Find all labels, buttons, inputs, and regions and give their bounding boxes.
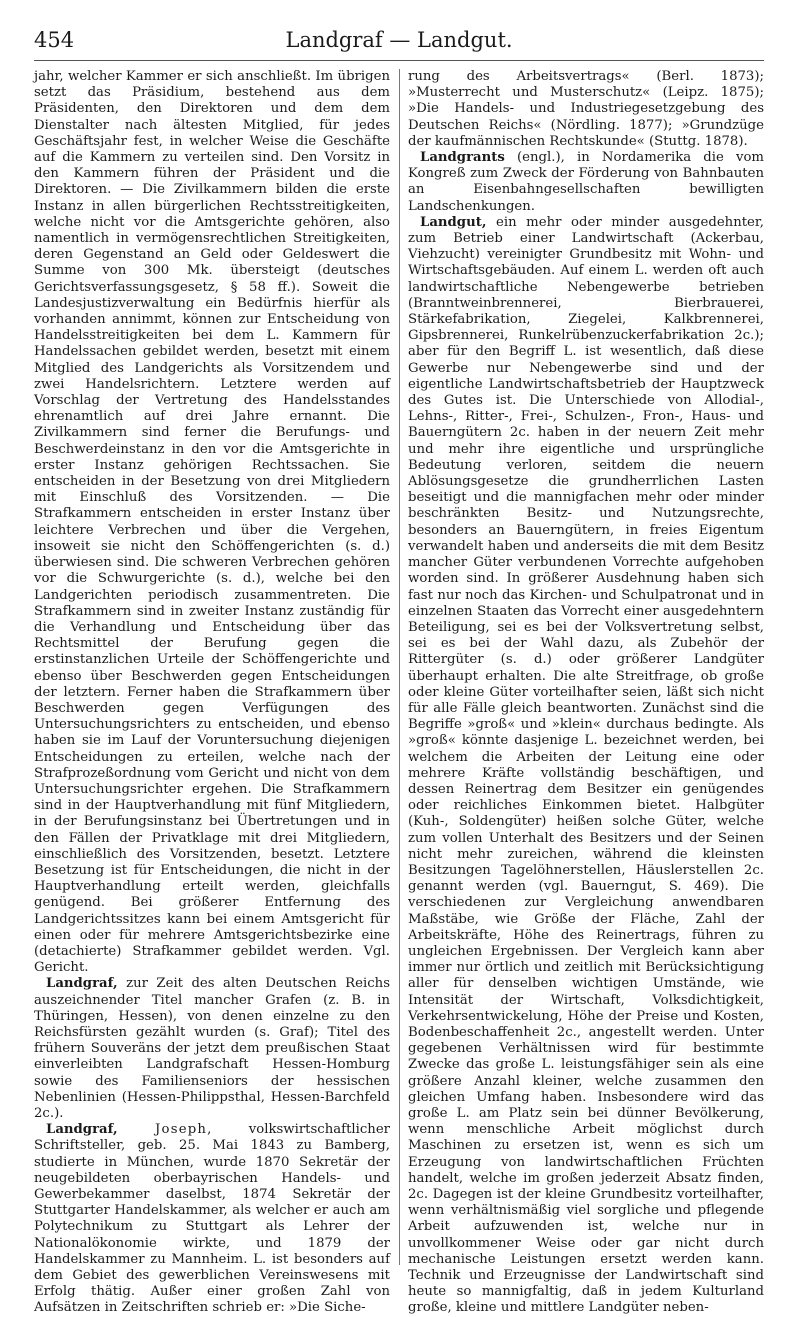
lemma-landgut: Landgut, — [420, 214, 487, 230]
entry-text: volkswirtschaftlicher Schriftsteller, geb. 25. Mai 1843 zu Bamberg, studierte in München, wurde 1870 Sekretär der neugebildeten oberbayrischen Handels- und Gewerbekammer daselbst, 1874 Sekretär der Stuttgarter Handelskammer, als welcher er auch am Polytechnikum zu Stuttgart als Lehrer der Nationalökonomie wirkte, und 1879 der Handelskammer zu Mannheim. L. ist besonders auf dem Gebiet des gewerblichen Vereinswesens mit Erfolg thätig. Außer einer großen Zahl von Aufsätzen in Zeitschriften schrieb er: »Die Siche- — [34, 1122, 390, 1316]
entry-landgraf-title — [34, 976, 390, 1122]
entry-continuation-landgericht: jahr, welcher Kammer er sich anschließt. Im übrigen setzt das Präsidium, bestehend aus dem Präsidenten, den Direktoren und dem dem Dienstalter nach ältesten Mitglied, für jedes Geschäftsjahr fest, in welcher Weise die Geschäfte auf die Kammern zu verteilen sind. Den Vorsitz in den Kammern führen der Präsident und die Direktoren. — Die Zivilkammern bilden die erste Instanz in allen bürgerlichen Rechtsstreitigkeiten, welche nicht vor die Amtsgerichte gehören, also namentlich in vermögensrechtlichen Streitigkeiten, deren Gegenstand an Geld oder Geldeswert die Summe von 300 Mk. übersteigt (deutsches Gerichtsverfassungsgesetz, § 58 ff.). Soweit die Landesjustizverwaltung ein Bedürfnis hierfür als vorhanden annimmt, können zur Entscheidung von Handelsstreitigkeiten bei dem L. Kammern für Handelssachen gebildet werden, besetzt mit einem Mitglied des Landgerichts als Vorsitzendem und zwei Handelsrichtern. Letztere werden auf Vorschlag der Vertretung des Handelsstandes ehrenamtlich auf drei Jahre ernannt. Die Zivilkammern sind ferner die Berufungs- und Beschwerdeinstanz in den vor die Amtsgerichte in erster Instanz gehörigen Rechtssachen. Sie entscheiden in der Besetzung von drei Mitgliedern mit Einschluß des Vorsitzenden. — Die Strafkammern entscheiden in erster Instanz über leichtere Verbrechen und über die Vergehen, insoweit sie nicht den Schöffengerichten (s. d.) überwiesen sind. Die schweren Verbrechen gehören vor die Schwurgerichte (s. d.), welche bei den Landgerichten periodisch zusammentreten. Die Strafkammern sind in zweiter Instanz zuständig für die Verhandlung und Entscheidung über das Rechtsmittel der Berufung gegen die erstinstanzlichen Urteile der Schöffengerichte und ebenso über Beschwerden gegen Entscheidungen der letztern. Ferner haben die Strafkammern über Beschwerden gegen Verfügungen des Untersuchungsrichters zu entscheiden, und ebenso haben sie im Lauf der Voruntersuchung diejenigen Entscheidungen zu erteilen, welche nach der Strafprozeßordnung vom Gericht und nicht von dem Untersuchungsrichter ergehen. Die Strafkammern sind in der Hauptverhandlung mit fünf Mitgliedern, in der Berufungsinstanz bei Übertretungen und in den Fällen der Privatklage mit drei Mitgliedern, einschließlich des Vorsitzenden, besetzt. Letztere Besetzung ist für Entscheidungen, die nicht in der Hauptverhandlung erteilt werden, gleichfalls genügend. Bei größerer Entfernung des Landgerichtssitzes kann bei einem Amtsgericht für einen oder für mehrere Amtsgerichtsbezirke eine (detachierte) Strafkammer gebildet werden. Vgl. Gericht. — [34, 69, 390, 976]
entry-text: ein mehr oder minder ausgedehnter, zum Betrieb einer Landwirtschaft (Ackerbau, Viehzucht) vereinigter Grundbesitz mit Wohn- und Wirtschaftsgebäuden. Auf einem L. werden oft auch landwirtschaftliche Nebengewerbe betrieben (Branntweinbrennerei, Bierbrauerei, Stärkefabrikation, Ziegelei, Kalkbrennerei, Gipsbrennerei, Runkelrübenzuckerfabrikation 2c.); aber für den Begriff L. ist wesentlich, daß diese Gewerbe nur Nebengewerbe sind und der eigentliche Landwirtschaftsbetrieb der Hauptzweck des Gutes ist. Die Unterschiede von Allodial-, Lehns-, Ritter-, Frei-, Schulzen-, Fron-, Haus- und Bauerngütern 2c. haben in der neuern Zeit mehr und mehr ihre eigentliche und ursprüngliche Bedeutung verloren, seitdem die neuern Ablösungsgesetze die grundherrlichen Lasten beseitigt und die mannigfachen mehr oder minder beschränkten Besitz- und Nutzungsrechte, besonders an Bauerngütern, in freies Eigentum verwandelt haben und anderseits die mit dem Besitz mancher Güter verbundenen Vorrechte aufgehoben worden sind. In größerer Ausdehnung haben sich fast nur noch das Kirchen- und Schulpatronat und in einzelnen Staaten das Vorrecht einer ausgedehntern Beteiligung, sei es bei der Volksvertretung selbst, sei es bei der Wahl dazu, als Zubehör der Rittergüter (s. d.) oder größerer Landgüter überhaupt erhalten. Die alte Streitfrage, ob große oder kleine Güter vorteilhafter seien, läßt sich nicht für alle Fälle gleich beantworten. Zunächst sind die Begriffe »groß« und »klein« durchaus bedingte. Als »groß« könnte dasjenige L. bezeichnet werden, bei welchem die Arbeiten der Leitung eine oder mehrere Kräfte vollständig beschäftigen, und dessen Reinertrag dem Besitzer ein genügendes oder reichliches Einkommen bietet. Halbgüter (Kuh-, Soldengüter) heißen solche Güter, welche zum vollen Unterhalt des Besitzers und der Seinen nicht mehr zureichen, während die kleinsten Besitzungen Tagelöhnerstellen, Häuslerstellen 2c. genannt werden (vgl. Bauerngut, S. 469). Die verschiedenen zur Vergleichung anwendbaren Maßstäbe, wie Größe der Fläche, Zahl der Arbeitskräfte, Höhe des Reinertrags, führen zu ungleichen Ergebnissen. Der Vergleich kann aber immer nur örtlich und zeitlich mit Berücksichtigung aller für denselben wichtigen Umstände, wie Intensität der Wirtschaft, Volksdichtigkeit, Verkehrsentwickelung, Höhe der Preise und Kosten, Bodenbeschaffenheit 2c., angestellt werden. Unter gegebenen Verhältnissen wird für bestimmte Zwecke das große L. leistungsfähiger sein als eine größere Anzahl kleiner, welche zusammen den gleichen Umfang haben. Insbesondere wird das große L. am Platz sein bei dünner Bevölkerung, wenn menschliche Arbeit möglichst durch Maschinen zu ersetzen ist, wenn es sich um Erzeugung von landwirtschaftlichen Früchten handelt, welche im großen jederzeit Absatz finden, 2c. Dagegen ist der kleine Grundbesitz vorteilhafter, wenn verhältnismäßig viel sorgliche und pflegende Arbeit aufzuwenden ist, welche nur in unvollkommener Weise oder gar nicht durch mechanische Leistungen ersetzt werden kann. Technik und Erzeugnisse der Landwirtschaft sind heute so mannigfaltig, daß in jedem Kulturland große, kleine und mittlere Landgüter neben- — [408, 214, 764, 1316]
entry-continuation-landgraf-joseph: rung des Arbeitsvertrags« (Berl. 1873); »Musterrecht und Musterschutz« (Leipz. 1875); »Die Handels- und Industriegesetzgebung des Deutschen Reichs« (Nördling. 1877); »Grundzüge der kaufmännischen Rechtskunde« (Stuttg. 1878). — [408, 69, 764, 149]
entry-landgut — [408, 215, 764, 1317]
page-number: 454 — [34, 28, 75, 52]
text-columns — [34, 69, 764, 1316]
page-header — [34, 28, 764, 61]
lemma-landgraf: Landgraf, — [46, 976, 118, 992]
person-name: Joseph, — [117, 1122, 213, 1138]
left-column — [34, 69, 390, 1316]
entry-landgrants — [408, 150, 764, 215]
lemma-landgrants: Landgrants — [420, 150, 505, 166]
right-column — [408, 69, 764, 1316]
running-head: Landgraf — Landgut. — [285, 28, 513, 52]
entry-landgraf-joseph — [34, 1122, 390, 1316]
entry-text: zur Zeit des alten Deutschen Reichs auszeichnender Titel mancher Grafen (z. B. in Thüringen, Hessen), von denen einzelne zu den Reichsfürsten gezählt wurden (s. Graf); Titel des frühern Souveräns der jetzt dem preußischen Staat einverleibten Landgrafschaft Hessen-Homburg sowie des Familienseniors der hessischen Nebenlinien (Hessen-Philippsthal, Hessen-Barchfeld 2c.). — [34, 976, 390, 1121]
entry-text: (engl.), in Nordamerika die vom Kongreß zum Zweck der Förderung von Bahnbauten an Eisenbahngesellschaften bewilligten Landschenkungen. — [408, 150, 764, 214]
lemma-landgraf-person: Landgraf, — [46, 1122, 118, 1138]
column-divider — [399, 69, 400, 1265]
